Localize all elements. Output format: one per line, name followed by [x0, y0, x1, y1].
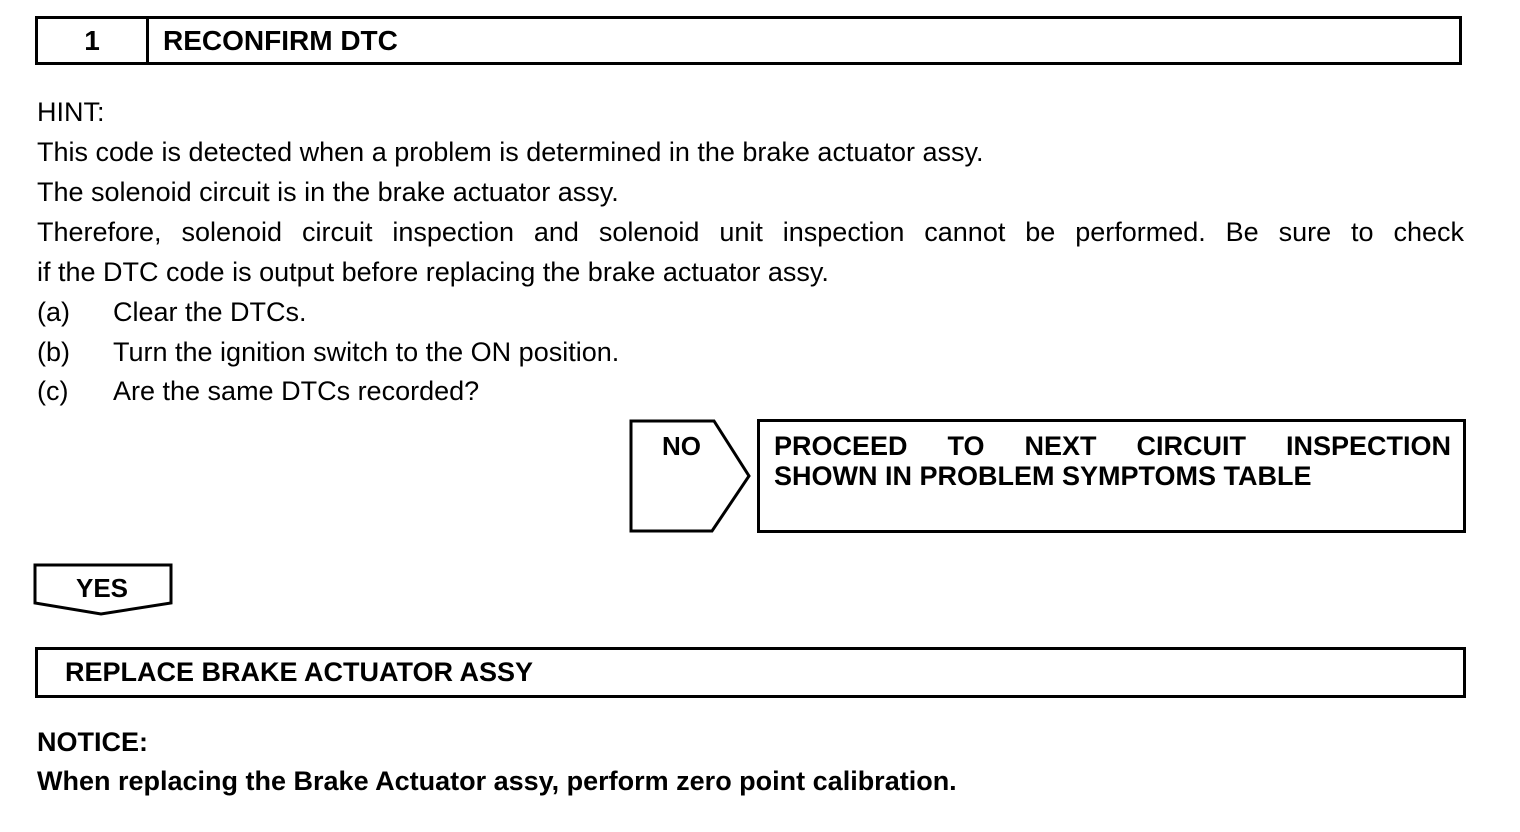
step-b-label: (b) [37, 337, 70, 367]
proceed-line-2: SHOWN IN PROBLEM SYMPTOMS TABLE [774, 461, 1312, 491]
hint-heading: HINT: [37, 97, 105, 127]
no-label: NO [662, 431, 701, 461]
action-box [35, 647, 1466, 698]
step-number: 1 [38, 19, 149, 62]
action-title: REPLACE BRAKE ACTUATOR ASSY [65, 657, 534, 687]
proceed-box [757, 419, 1466, 533]
hint-line-1: This code is detected when a problem is determined in the brake actuator assy. [37, 137, 984, 167]
step-title: RECONFIRM DTC [163, 24, 398, 56]
proceed-text [774, 431, 1451, 491]
step-c-label: (c) [37, 376, 69, 406]
proceed-line-1: PROCEED TO NEXT CIRCUIT INSPECTION [774, 431, 1451, 461]
hint-line-3b: if the DTC code is output before replacing the brake actuator assy. [37, 257, 829, 287]
hint-line-2: The solenoid circuit is in the brake actuator assy. [37, 177, 619, 207]
hint-paragraph [37, 213, 1464, 252]
notice-heading: NOTICE: [37, 727, 148, 757]
step-header [35, 16, 1462, 65]
step-a-text: Clear the DTCs. [113, 297, 307, 327]
step-c-text: Are the same DTCs recorded? [113, 376, 480, 406]
step-b-text: Turn the ignition switch to the ON position. [113, 337, 620, 367]
hint-line-3a: Therefore, solenoid circuit inspection and solenoid unit inspection cannot be performed. Be sure to check [37, 217, 1464, 247]
step-a-label: (a) [37, 297, 70, 327]
notice-text: When replacing the Brake Actuator assy, perform zero point calibration. [37, 766, 957, 796]
yes-label: YES [75, 573, 129, 603]
